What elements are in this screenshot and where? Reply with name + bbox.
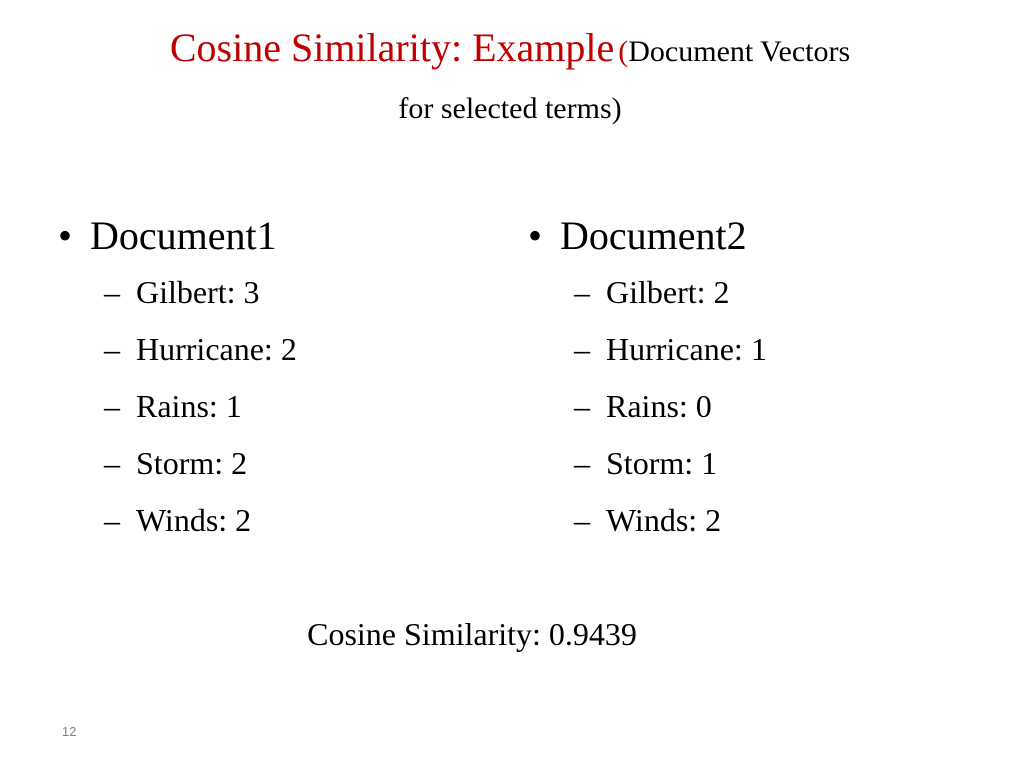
document2-heading: Document2 — [560, 213, 747, 258]
document1-column — [58, 208, 297, 549]
term-label: Storm: 1 — [606, 445, 718, 481]
term-label: Gilbert: 2 — [606, 274, 730, 310]
dash-icon: – — [574, 274, 590, 310]
document2-bullet — [528, 208, 767, 264]
dash-icon: – — [104, 445, 120, 481]
term-label: Rains: 0 — [606, 388, 712, 424]
slide-title-main: Cosine Similarity: Example — [169, 25, 615, 70]
document1-term-list — [58, 264, 297, 549]
term-label: Winds: 2 — [606, 502, 722, 538]
term-label: Rains: 1 — [136, 388, 242, 424]
cosine-similarity-result: Cosine Similarity: 0.9439 — [307, 616, 637, 652]
list-item — [574, 378, 767, 435]
term-label: Hurricane: 2 — [136, 331, 297, 367]
bullet-icon: • — [528, 213, 543, 258]
term-label: Winds: 2 — [136, 502, 252, 538]
slide-title-subtitle — [618, 35, 850, 68]
document1-bullet — [58, 208, 297, 264]
slide-title-paren: ( — [618, 35, 629, 68]
list-item — [104, 321, 297, 378]
bullet-icon: • — [58, 213, 73, 258]
dash-icon: – — [574, 445, 590, 481]
slide-title — [60, 22, 960, 140]
dash-icon: – — [104, 388, 120, 424]
dash-icon: – — [574, 331, 590, 367]
list-item — [574, 435, 767, 492]
list-item — [104, 264, 297, 321]
term-label: Storm: 2 — [136, 445, 248, 481]
list-item — [574, 264, 767, 321]
list-item — [104, 435, 297, 492]
dash-icon: – — [104, 331, 120, 367]
dash-icon: – — [574, 502, 590, 538]
list-item — [574, 492, 767, 549]
term-label: Hurricane: 1 — [606, 331, 767, 367]
list-item — [104, 378, 297, 435]
document2-column — [528, 208, 767, 549]
document1-heading: Document1 — [90, 213, 277, 258]
term-label: Gilbert: 3 — [136, 274, 260, 310]
list-item — [574, 321, 767, 378]
dash-icon: – — [574, 388, 590, 424]
dash-icon: – — [104, 502, 120, 538]
dash-icon: – — [104, 274, 120, 310]
slide-title-subtitle-line1: Document Vectors — [628, 35, 851, 68]
page-number: 12 — [62, 724, 77, 739]
slide-title-subtitle-line2: for selected terms) — [398, 92, 622, 125]
list-item — [104, 492, 297, 549]
document2-term-list — [528, 264, 767, 549]
